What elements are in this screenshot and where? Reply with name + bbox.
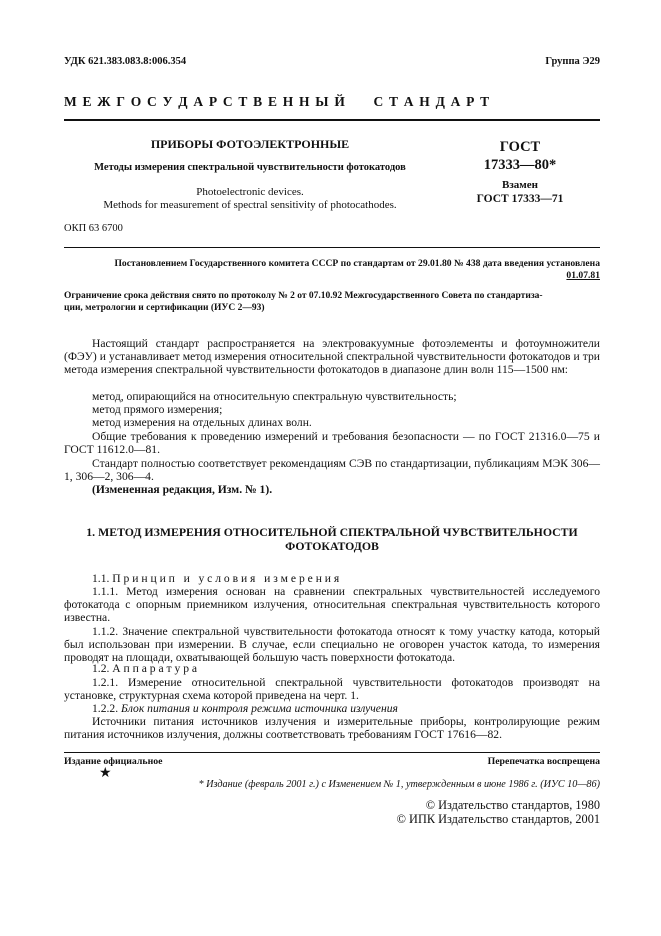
edition-note: * Издание (февраль 2001 г.) с Изменением № 1, утвержденным в июне 1986 г. (ИУС 10—86)	[198, 779, 600, 790]
clause-1-2-2-number: 1.2.2.	[92, 702, 119, 715]
document-subtitle: Методы измерения спектральной чувствительности фотокатодов	[94, 162, 406, 173]
document-title: ПРИБОРЫ ФОТОЭЛЕКТРОННЫЕ	[150, 137, 350, 151]
method-item-2: метод прямого измерения;	[92, 403, 223, 416]
amendment-note: (Измененная редакция, Изм. № 1).	[92, 483, 273, 496]
official-edition-label: Издание официальное	[64, 756, 163, 767]
copyright-2001: © ИПК Издательство стандартов, 2001	[396, 812, 600, 826]
reprint-prohibited-label: Перепечатка воспрещена	[487, 756, 600, 767]
star-icon: ★	[99, 766, 112, 781]
general-requirements: Общие требования к проведению измерений и требования безопасности — по ГОСТ 21316.0—75 и ГОСТ 11612.0—81.	[64, 430, 600, 456]
subsection-1-1-heading: 1.1. П р и н ц и п и у с л о в и я и з м е р е н и я	[92, 572, 340, 585]
gost-number: 17333—80*	[483, 157, 557, 173]
footer-rule	[64, 752, 600, 753]
section-1-heading-line2: ФОТОКАТОДОВ	[285, 539, 379, 553]
replaced-gost-number: ГОСТ 17333—71	[476, 193, 564, 205]
subsection-1-2-heading: 1.2. А п п а р а т у р а	[92, 662, 198, 675]
clause-1-2-2-title: Блок питания и контроля режима источника излучения	[121, 702, 398, 715]
restriction-line2: ции, метрологии и сертификации (ИУС 2—93)	[64, 303, 265, 313]
group-code: Группа Э29	[545, 56, 600, 67]
standard-conformity: Стандарт полностью соответствует рекомендациям СЭВ по стандартизации, публикациям МЭК 306—1, 306—2, 306—4.	[64, 457, 600, 483]
english-title-line1: Photoelectronic devices.	[196, 186, 304, 198]
okp-code: ОКП 63 6700	[64, 223, 123, 234]
method-item-3: метод измерения на отдельных длинах волн.	[92, 416, 312, 429]
decree-text: Постановлением Государственного комитета СССР по стандартам от 29.01.80 № 438 дата введения установлена	[114, 258, 600, 269]
clause-1-2-2-text: Источники питания источников излучения и измерительные приборы, контролирующие режим питания источников излучения, должны соответствовать требованиям ГОСТ 17616—82.	[64, 715, 600, 741]
copyright-1980: © Издательство стандартов, 1980	[425, 798, 600, 812]
english-title-line2: Methods for measurement of spectral sensitivity of photocathodes.	[103, 199, 397, 211]
standard-type-banner: М Е Ж Г О С У Д А Р С Т В Е Н Н Ы Й С Т А Н Д А Р Т	[64, 94, 491, 109]
clause-1-1-2: 1.1.2. Значение спектральной чувствительности фотокатода относят к тому участку катода, который был использован при измерении. В случае, если специально не оговорен участок катода, то измерения проводят на площади, охватывающей большую часть поверхности фотокатода.	[64, 625, 600, 664]
introduction-date: 01.07.81	[566, 270, 600, 281]
intro-paragraph: Настоящий стандарт распространяется на электровакуумные фотоэлементы и фотоумножители (ФЭУ) и устанавливает метод измерения относительной спектральной чувствительности фотокатодов и три метода измерения спектральной чувствительности фотокатодов в диапазоне длин волн 115—1500 нм:	[64, 337, 600, 376]
udk-code: УДК 621.383.083.8:006.354	[64, 56, 187, 67]
clause-1-1-1: 1.1.1. Метод измерения основан на сравнении спектральных чувствительностей исследуемого фотокатода с опорным приемником излучения, относительная спектральная чувствительность которого известна.	[64, 585, 600, 624]
header-rule	[64, 119, 600, 121]
gost-label: ГОСТ	[499, 139, 541, 155]
section-1-heading-line1: 1. МЕТОД ИЗМЕРЕНИЯ ОТНОСИТЕЛЬНОЙ СПЕКТРАЛЬНОЙ ЧУВСТВИТЕЛЬНОСТИ	[86, 525, 578, 539]
restriction-line1: Ограничение срока действия снято по протоколу № 2 от 07.10.92 Межгосударственного Совета по стандартиза-	[64, 291, 543, 301]
replaces-label: Взамен	[502, 179, 538, 191]
title-rule	[64, 247, 600, 248]
clause-1-2-2-heading	[92, 702, 600, 715]
method-item-1: метод, опирающийся на относительную спектральную чувствительность;	[92, 390, 457, 403]
clause-1-2-1: 1.2.1. Измерение относительной спектральной чувствительности фотокатодов производят на установке, структурная схема которой приведена на черт. 1.	[64, 676, 600, 702]
